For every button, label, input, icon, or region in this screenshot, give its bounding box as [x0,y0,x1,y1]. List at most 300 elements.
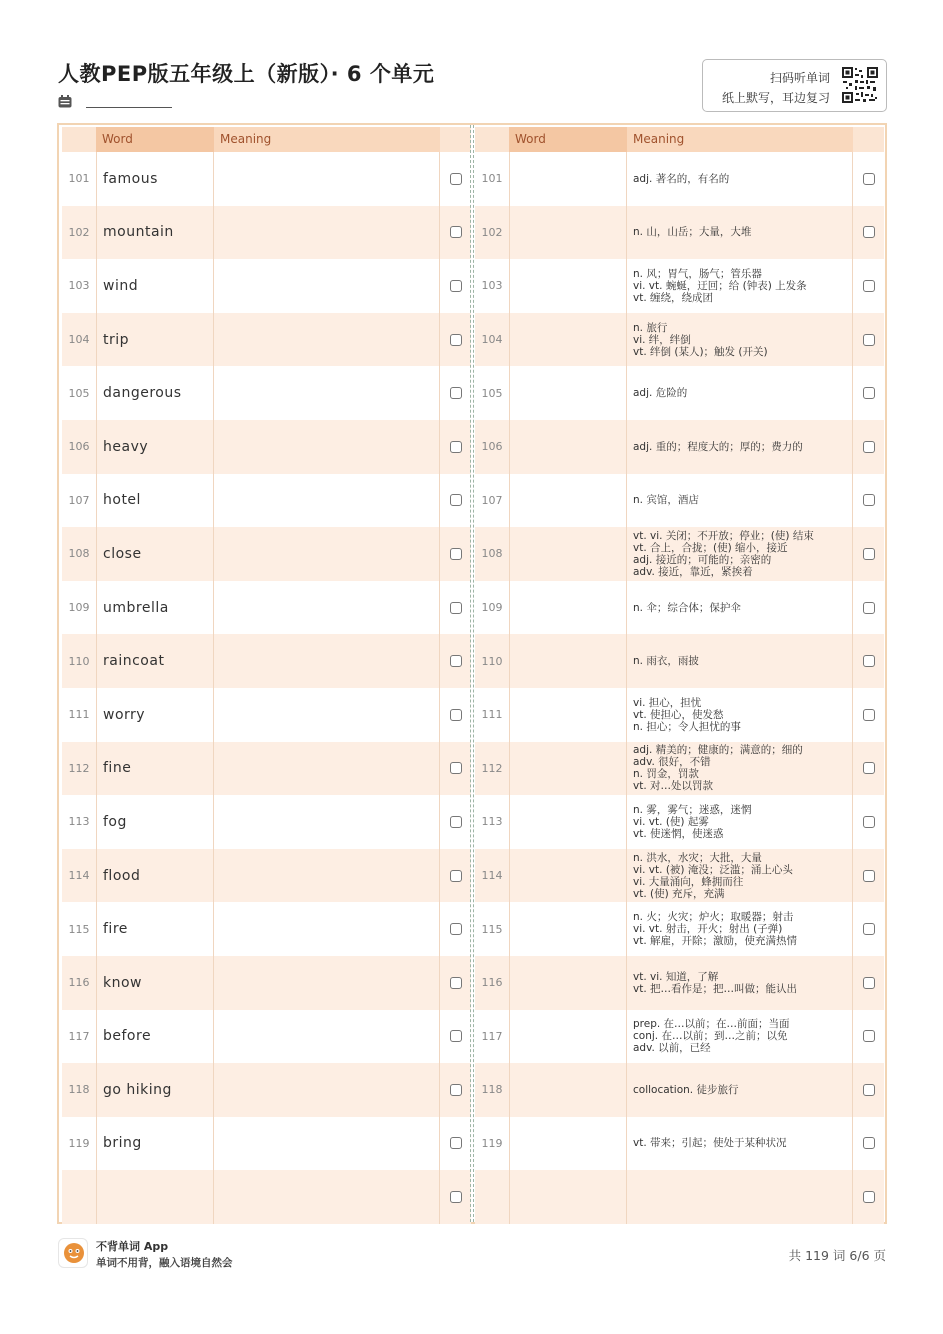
word-blank-cell[interactable] [509,688,627,742]
check-cell [440,762,471,774]
check-cell [853,494,884,506]
check-cell [853,870,884,882]
header-check-cell [440,127,471,152]
meaning-cell [627,849,853,903]
checkbox[interactable] [450,173,462,185]
row-number: 105 [481,386,503,400]
meaning-blank-cell[interactable] [214,1010,440,1064]
meaning-line: vi. 绊，绊倒 [633,333,691,346]
checkbox[interactable] [450,870,462,882]
checkbox[interactable] [863,602,875,614]
meaning-line: n. 雾，雾气；迷惑，迷惘 [633,803,752,816]
row-number: 106 [481,440,503,454]
meaning-line: prep. 在…以前；在…前面；当面 [633,1018,790,1031]
check-cell [440,816,471,828]
meaning-cell [627,366,853,420]
check-cell [440,602,471,614]
meaning-cell [627,474,853,528]
checkbox[interactable] [450,602,462,614]
check-cell [440,1030,471,1042]
meaning-cell [627,742,853,796]
table-row [62,634,471,688]
meaning-blank-cell[interactable] [214,206,440,260]
checkbox[interactable] [863,870,875,882]
row-number: 115 [68,922,90,936]
row-number: 104 [481,333,503,347]
word-blank-cell[interactable] [509,581,627,635]
meaning-line: n. 罚金，罚款 [633,768,699,781]
meaning-line: adj. 接近的；可能的；亲密的 [633,553,772,566]
meaning-blank-cell[interactable] [214,1170,440,1224]
row-number: 118 [481,1083,503,1097]
header-word: Word [96,127,214,152]
left-panel-dictation [62,127,471,1222]
table-row [62,527,471,581]
meaning-blank-cell[interactable] [214,1117,440,1171]
check-cell [440,923,471,935]
footer-app-name: 不背单词 App [96,1240,169,1253]
check-cell [853,977,884,989]
check-cell [853,441,884,453]
row-number: 107 [481,493,503,507]
row-number: 107 [68,493,90,507]
header-word: Word [509,127,627,152]
checkbox[interactable] [863,173,875,185]
table-row [62,1063,471,1117]
word-cell: fire [96,902,214,956]
row-number: 108 [481,547,503,561]
row-number: 118 [68,1083,90,1097]
word-cell: heavy [96,420,214,474]
table-row [475,795,884,849]
meaning-line: vi. vt. (使) 起雾 [633,815,709,828]
row-number: 113 [481,815,503,829]
word-cell: mountain [96,206,214,260]
meaning-cell [627,902,853,956]
row-number: 102 [481,225,503,239]
checkbox[interactable] [450,1084,462,1096]
checkbox[interactable] [863,1084,875,1096]
word-cell: raincoat [96,634,214,688]
row-number: 114 [481,869,503,883]
table-row [475,366,884,420]
table-row [475,1010,884,1064]
meaning-line: vt. 把…看作是；把…叫做；能认出 [633,982,798,995]
checkbox[interactable] [863,977,875,989]
checkbox[interactable] [863,762,875,774]
checkbox[interactable] [450,709,462,721]
table-row [62,581,471,635]
word-cell: trip [96,313,214,367]
checkbox[interactable] [863,548,875,560]
word-cell: before [96,1010,214,1064]
app-logo-icon [58,1238,88,1268]
checkbox[interactable] [450,494,462,506]
meaning-line: conj. 在…以前；到…之前；以免 [633,1030,788,1043]
word-blank-cell[interactable] [509,366,627,420]
check-cell [440,280,471,292]
word-sheet [57,123,887,1224]
meaning-line: n. 担心；令人担忧的事 [633,720,741,733]
word-blank-cell[interactable] [509,527,627,581]
table-row [62,474,471,528]
word-blank-cell[interactable] [509,902,627,956]
row-number: 111 [68,708,90,722]
checkbox[interactable] [863,655,875,667]
word-blank-cell[interactable] [509,795,627,849]
check-cell [853,602,884,614]
row-number: 109 [68,601,90,615]
check-cell [853,923,884,935]
table-row [475,634,884,688]
check-cell [440,548,471,560]
meaning-line: vt. 解雇，开除；激励，使充满热情 [633,935,798,948]
word-blank-cell[interactable] [509,152,627,206]
meaning-line: vi. vt. 蜿蜒，迂回；给 (钟表) 上发条 [633,279,807,292]
meaning-cell [627,688,853,742]
meaning-line: vi. vt. (被) 淹没；泛滥；涌上心头 [633,863,793,876]
row-number: 119 [481,1136,503,1150]
meaning-line: vi. 大量涌向，蜂拥而往 [633,875,744,888]
qr-line2: 纸上默写，耳边复习 [721,91,830,105]
checkbox[interactable] [863,226,875,238]
word-cell: bring [96,1117,214,1171]
meaning-line: vi. 担心，担忧 [633,696,702,709]
row-number: 114 [68,869,90,883]
meaning-blank-cell[interactable] [214,795,440,849]
meaning-line: vt. 合上，合拢；(使) 缩小，接近 [633,541,788,554]
word-blank-cell[interactable] [509,956,627,1010]
checkbox[interactable] [450,1137,462,1149]
word-blank-cell[interactable] [509,313,627,367]
table-row [62,956,471,1010]
check-cell [440,226,471,238]
row-number: 116 [68,976,90,990]
word-blank-cell[interactable] [509,1117,627,1171]
checkbox[interactable] [450,1191,462,1203]
check-cell [853,1137,884,1149]
check-cell [853,762,884,774]
table-row [475,1063,884,1117]
checkbox[interactable] [863,387,875,399]
checkbox[interactable] [863,280,875,292]
meaning-blank-cell[interactable] [214,259,440,313]
table-row [62,795,471,849]
meaning-line: adj. 著名的，有名的 [633,172,730,185]
checkbox[interactable] [863,494,875,506]
word-cell: close [96,527,214,581]
table-row [475,1170,884,1224]
row-number: 119 [68,1136,90,1150]
meaning-blank-cell[interactable] [214,420,440,474]
check-cell [853,1191,884,1203]
meaning-cell [627,259,853,313]
checkbox[interactable] [450,923,462,935]
word-cell: go hiking [96,1063,214,1117]
meaning-cell [627,581,853,635]
checkbox[interactable] [450,334,462,346]
checkbox[interactable] [863,1191,875,1203]
meaning-cell [627,795,853,849]
word-cell: wind [96,259,214,313]
row-number: 112 [481,761,503,775]
table-row [475,152,884,206]
meaning-blank-cell[interactable] [214,1063,440,1117]
table-row [62,1117,471,1171]
table-row [62,849,471,903]
meaning-cell [627,1117,853,1171]
check-cell [440,977,471,989]
word-blank-cell[interactable] [509,259,627,313]
word-blank-cell[interactable] [509,206,627,260]
word-cell: hotel [96,474,214,528]
check-cell [853,1030,884,1042]
row-number: 101 [68,172,90,186]
table-row [475,581,884,635]
row-number: 110 [68,654,90,668]
meaning-line: vt. 对…处以罚款 [633,780,714,793]
checkbox[interactable] [450,816,462,828]
table-row [475,849,884,903]
table-row [62,259,471,313]
row-number: 110 [481,654,503,668]
header-meaning: Meaning [214,127,440,152]
page-count: 共 119 词 6/6 页 [788,1248,886,1263]
meaning-cell [627,206,853,260]
meaning-line: vt. 使担心，使发愁 [633,708,724,721]
checkbox[interactable] [863,334,875,346]
right-panel-answers [475,127,884,1222]
row-number: 116 [481,976,503,990]
checkbox[interactable] [863,816,875,828]
check-cell [853,280,884,292]
table-row [475,420,884,474]
row-number: 117 [481,1029,503,1043]
check-cell [440,1137,471,1149]
meaning-cell [627,1063,853,1117]
word-cell: fog [96,795,214,849]
meaning-line: adj. 危险的 [633,387,688,400]
row-number: 113 [68,815,90,829]
table-row [62,152,471,206]
row-number: 106 [68,440,90,454]
meaning-line: vt. 使迷惘，使迷惑 [633,827,724,840]
meaning-line: n. 雨衣，雨披 [633,655,699,668]
row-number: 101 [481,172,503,186]
meaning-line: n. 山，山岳；大量，大堆 [633,226,752,239]
checkbox[interactable] [450,977,462,989]
check-cell [440,387,471,399]
meaning-line: adv. 以前，已经 [633,1042,711,1055]
meaning-blank-cell[interactable] [214,366,440,420]
meaning-blank-cell[interactable] [214,313,440,367]
meaning-cell [627,1010,853,1064]
meaning-blank-cell[interactable] [214,849,440,903]
right-header [475,127,884,152]
meaning-cell [627,634,853,688]
word-blank-cell[interactable] [509,1170,627,1224]
row-number: 103 [481,279,503,293]
check-cell [440,655,471,667]
row-number: 111 [481,708,503,722]
table-row [475,474,884,528]
table-row [62,206,471,260]
meaning-blank-cell[interactable] [214,742,440,796]
table-row [62,313,471,367]
date-field [58,94,172,108]
row-number: 108 [68,547,90,561]
checkbox[interactable] [450,441,462,453]
word-cell: fine [96,742,214,796]
word-cell: famous [96,152,214,206]
meaning-line: adv. 很好，不错 [633,756,711,769]
check-cell [853,816,884,828]
table-row [475,1117,884,1171]
check-cell [440,709,471,721]
table-row [475,902,884,956]
meaning-line: n. 洪水，水灾；大批，大量 [633,851,762,864]
meaning-blank-cell[interactable] [214,634,440,688]
check-cell [853,1084,884,1096]
check-cell [853,387,884,399]
qr-code-icon[interactable] [841,66,879,104]
check-cell [440,441,471,453]
table-row [475,742,884,796]
check-cell [853,226,884,238]
row-number: 112 [68,761,90,775]
meaning-line: vt. (使) 充斥，充满 [633,887,725,900]
meaning-cell [627,152,853,206]
check-cell [440,1084,471,1096]
table-row [62,902,471,956]
checkbox[interactable] [863,441,875,453]
meaning-line: collocation. 徒步旅行 [633,1083,739,1096]
check-cell [440,1191,471,1203]
check-cell [440,870,471,882]
check-cell [853,334,884,346]
checkbox[interactable] [450,280,462,292]
check-cell [853,548,884,560]
word-blank-cell[interactable] [509,849,627,903]
table-row [62,1170,471,1224]
word-blank-cell[interactable] [509,474,627,528]
word-cell: worry [96,688,214,742]
word-blank-cell[interactable] [509,634,627,688]
row-number: 109 [481,601,503,615]
meaning-cell [627,420,853,474]
meaning-line: vt. 绊倒 (某人)；触发 (开关) [633,345,768,358]
meaning-line: n. 宾馆，酒店 [633,494,699,507]
page-title: 人教PEP版五年级上（新版）· 6 个单元 [58,62,435,86]
checkbox[interactable] [863,1030,875,1042]
table-row [62,1010,471,1064]
right-rows [475,152,884,1224]
meaning-blank-cell[interactable] [214,152,440,206]
header-num-cell [475,127,509,152]
meaning-cell [627,527,853,581]
word-blank-cell[interactable] [509,420,627,474]
word-cell: umbrella [96,581,214,635]
checkbox[interactable] [450,226,462,238]
check-cell [853,655,884,667]
header-meaning: Meaning [627,127,853,152]
meaning-line: vt. vi. 知道，了解 [633,970,719,983]
meaning-line: adj. 精美的；健康的；满意的；细的 [633,744,803,757]
meaning-line: vt. 带来；引起；使处于某种状况 [633,1137,787,1150]
date-blank-line[interactable] [86,94,172,108]
word-blank-cell[interactable] [509,1063,627,1117]
check-cell [440,173,471,185]
header-check-cell [853,127,884,152]
word-blank-cell[interactable] [509,1010,627,1064]
meaning-blank-cell[interactable] [214,581,440,635]
table-row [475,259,884,313]
check-cell [853,709,884,721]
meaning-blank-cell[interactable] [214,956,440,1010]
meaning-blank-cell[interactable] [214,474,440,528]
meaning-cell [627,956,853,1010]
table-row [62,420,471,474]
meaning-cell [627,313,853,367]
word-cell: flood [96,849,214,903]
word-cell: know [96,956,214,1010]
checkbox[interactable] [450,548,462,560]
word-blank-cell[interactable] [509,742,627,796]
checkbox[interactable] [450,387,462,399]
checkbox[interactable] [450,655,462,667]
checkbox[interactable] [863,709,875,721]
checkbox[interactable] [863,1137,875,1149]
row-number: 103 [68,279,90,293]
checkbox[interactable] [863,923,875,935]
checkbox[interactable] [450,1030,462,1042]
row-number: 115 [481,922,503,936]
left-rows [62,152,471,1224]
table-row [62,688,471,742]
row-number: 104 [68,333,90,347]
word-cell: dangerous [96,366,214,420]
meaning-line: vt. 缠绕，绕成团 [633,291,714,304]
meaning-line: n. 风；胃气，肠气；管乐器 [633,267,762,280]
table-row [475,688,884,742]
word-cell [96,1170,214,1224]
meaning-line: adj. 重的；程度大的；厚的；费力的 [633,440,803,453]
table-row [475,956,884,1010]
table-row [62,742,471,796]
check-cell [853,173,884,185]
meaning-blank-cell[interactable] [214,688,440,742]
header-num-cell [62,127,96,152]
fold-divider [470,125,474,1222]
meaning-line: n. 火；火灾；炉火；取暖器；射击 [633,911,794,924]
row-number: 102 [68,225,90,239]
table-row [62,366,471,420]
meaning-blank-cell[interactable] [214,902,440,956]
check-cell [440,494,471,506]
table-row [475,313,884,367]
meaning-cell [627,1170,853,1224]
footer-slogan: 单词不用背，融入语境自然会 [96,1257,233,1269]
meaning-line: adv. 接近，靠近，紧挨着 [633,565,753,578]
left-header [62,127,471,152]
row-number: 105 [68,386,90,400]
meaning-line: n. 旅行 [633,321,668,334]
meaning-blank-cell[interactable] [214,527,440,581]
qr-promo-box [702,59,887,112]
table-row [475,206,884,260]
calendar-icon [58,95,72,108]
checkbox[interactable] [450,762,462,774]
